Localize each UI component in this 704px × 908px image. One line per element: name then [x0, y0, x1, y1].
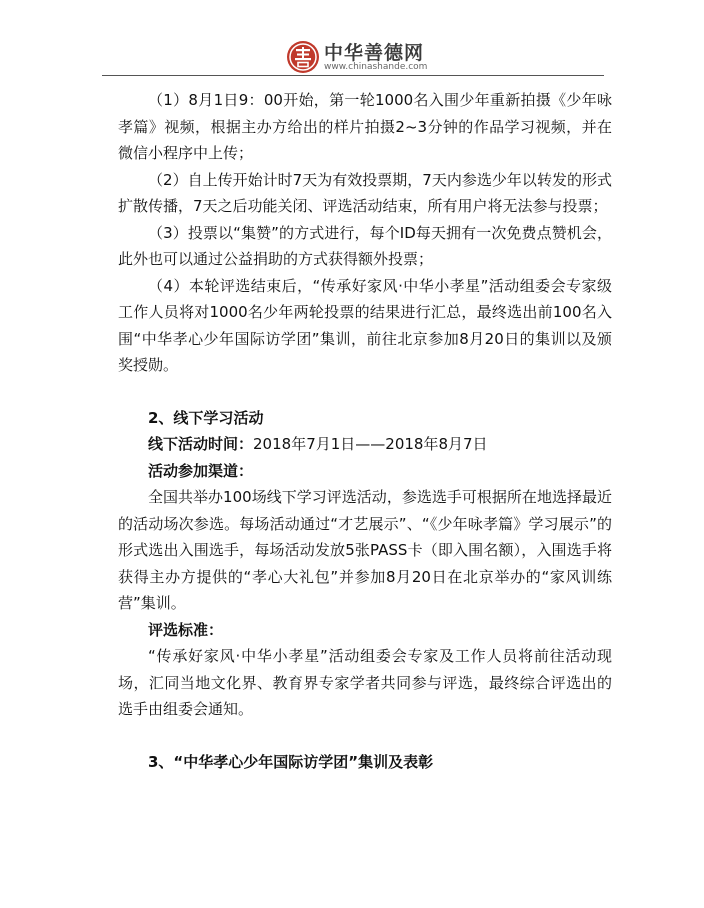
rule-item-3: （3）投票以“集赞”的方式进行，每个ID每天拥有一次免费点赞机会，此外也可以通过公益捐助的方式获得额外投票； — [118, 223, 612, 268]
channel-label: 活动参加渠道： — [148, 461, 254, 480]
header-divider — [102, 75, 604, 76]
site-name: 中华善德网 — [324, 42, 425, 64]
rule-item-2: （2）自上传开始计时7天为有效投票期，7天内参选少年以转发的形式扩散传播，7天之后功能关闭、评选活动结束，所有用户将无法参与投票； — [118, 170, 612, 215]
document-body — [118, 87, 612, 775]
criteria-label: 评选标准： — [148, 620, 224, 639]
section-3-heading: 3、“中华孝心少年国际访学团”集训及表彰 — [148, 752, 434, 771]
paragraph-gap — [118, 723, 612, 749]
page-header — [0, 0, 704, 76]
paragraph-gap — [118, 379, 612, 405]
site-url: www.chinashande.com — [324, 62, 428, 72]
offline-time-value: 2018年7月1日——2018年8月7日 — [253, 435, 488, 453]
offline-time-label: 线下活动时间： — [148, 435, 254, 453]
rule-item-4: （4）本轮评选结束后，“传承好家风·中华小孝星”活动组委会专家级工作人员将对1000名少年两轮投票的结果进行汇总，最终选出前100名入围“中华孝心少年国际访学团”集训，前往北京参加8月20日的集训以及颁奖授勋。 — [118, 276, 612, 374]
criteria-text: “传承好家风·中华小孝星”活动组委会专家及工作人员将前往活动现场，汇同当地文化界、教育界专家学者共同参与评选，最终综合评选出的选手由组委会通知。 — [118, 647, 612, 718]
section-2-heading: 2、线下学习活动 — [148, 408, 264, 427]
criteria-line — [118, 617, 612, 644]
channel-line — [118, 458, 612, 485]
channel-text: 全国共举办100场线下学习评选活动，参选选手可根据所在地选择最近的活动场次参选。每场活动通过“才艺展示”、“《少年咏孝篇》学习展示”的形式选出入围选手，每场活动发放5张PASS卡（即入围名额），入围选手将获得主办方提供的“孝心大礼包”并参加8月20日在北京举办的“家风训练营”集训。 — [118, 488, 612, 612]
seal-logo-icon — [286, 40, 320, 74]
rule-item-1: （1）8月1日9：00开始，第一轮1000名入围少年重新拍摄《少年咏孝篇》视频，根据主办方给出的样片拍摄2~3分钟的作品学习视频，并在微信小程序中上传； — [118, 91, 612, 162]
offline-time-line — [118, 431, 612, 458]
